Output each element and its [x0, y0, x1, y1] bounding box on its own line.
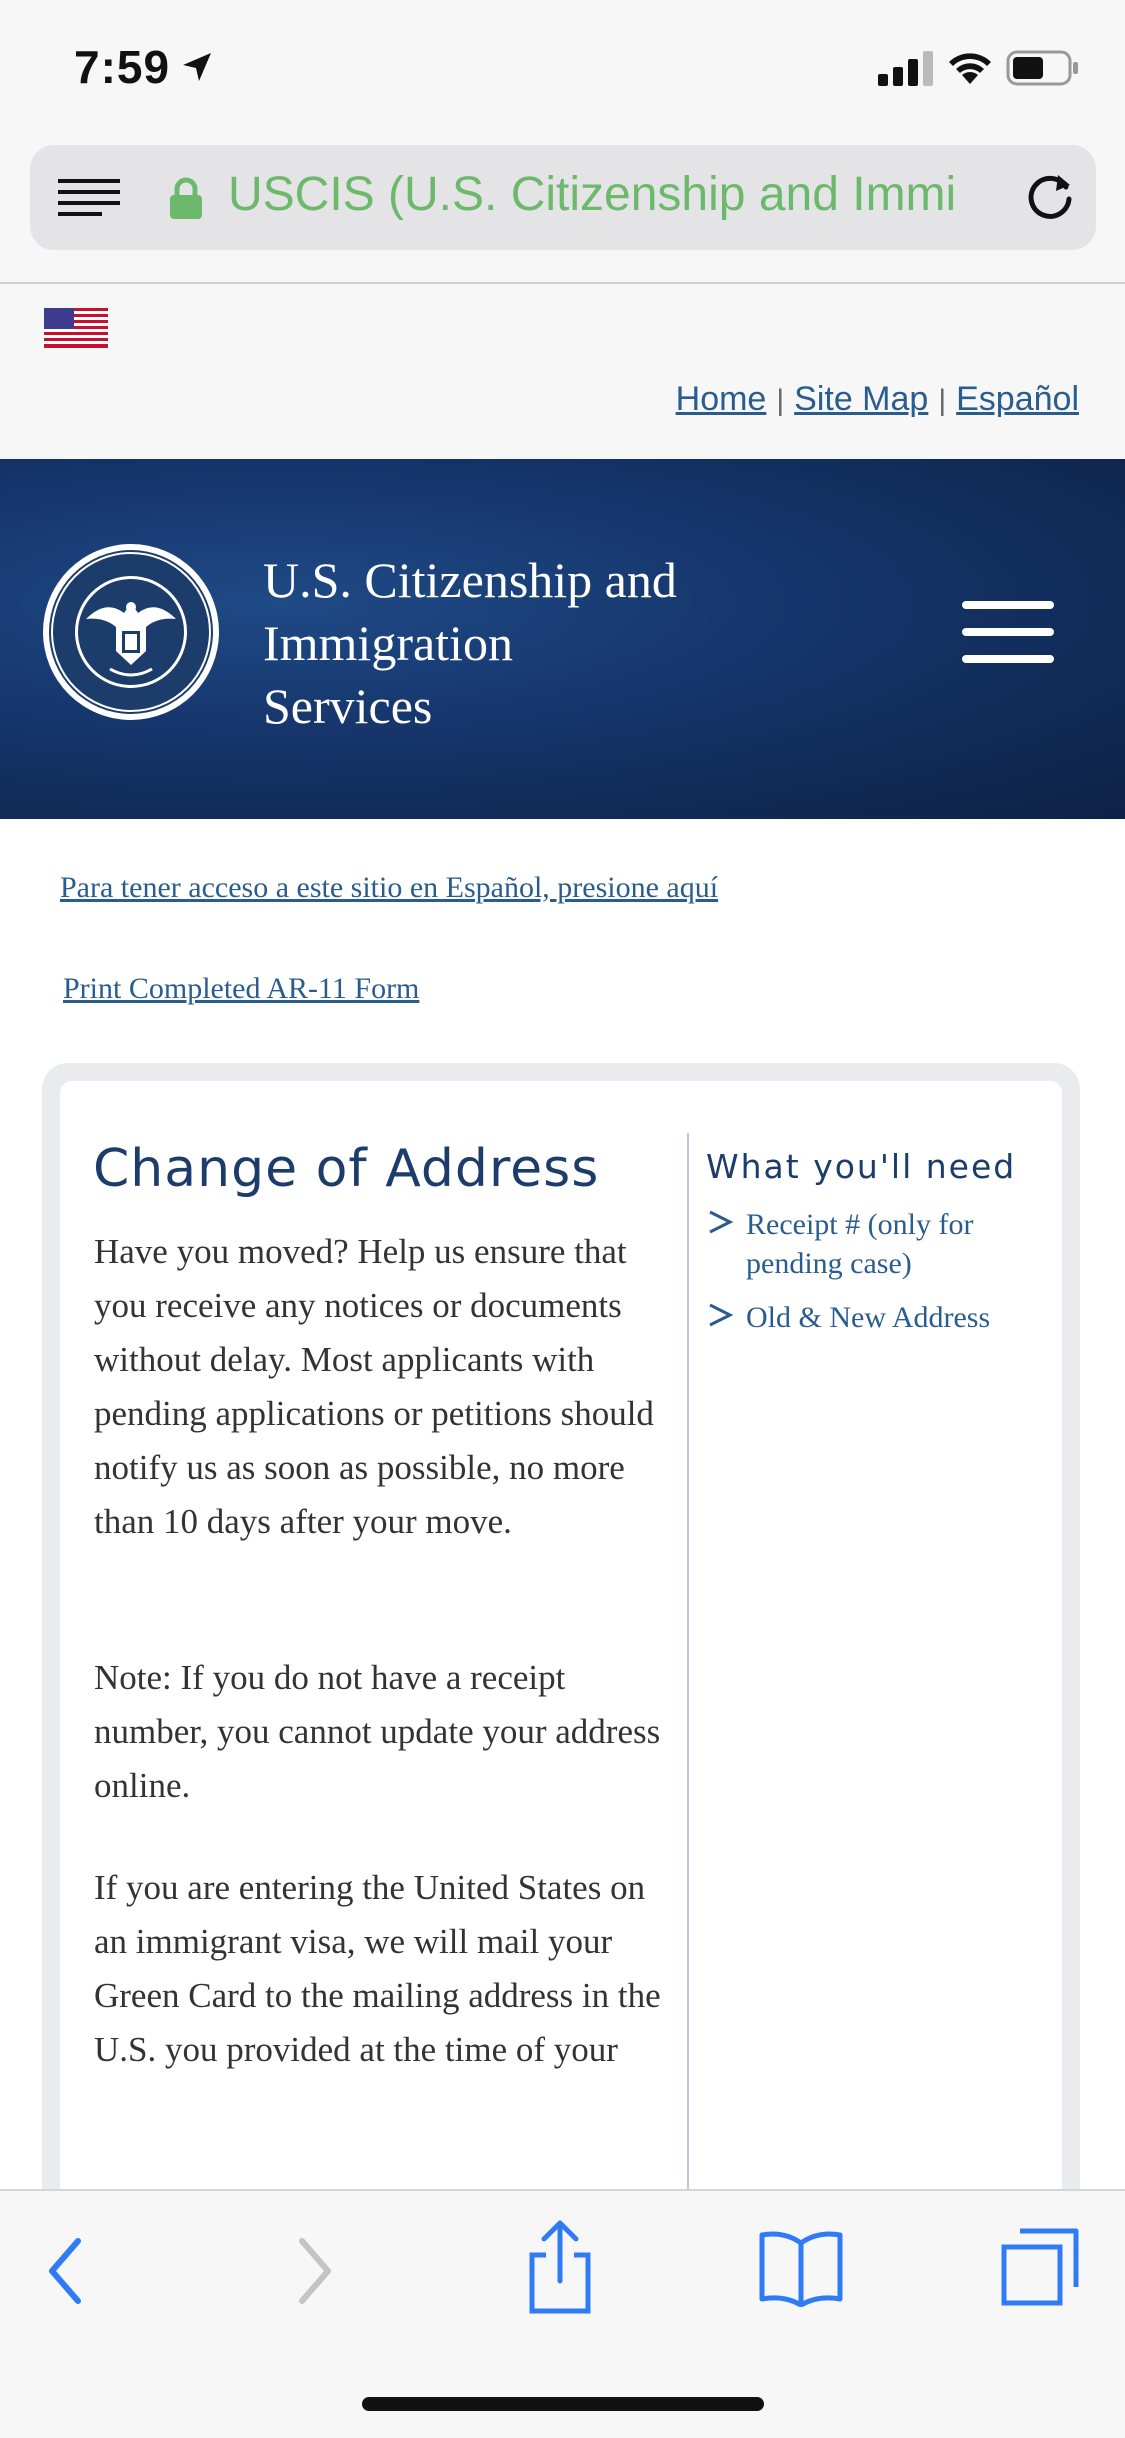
- agency-name-line: Immigration: [263, 615, 513, 671]
- agency-name[interactable]: [263, 549, 743, 738]
- page-title-url[interactable]: USCIS (U.S. Citizenship and Immi: [228, 168, 957, 221]
- main-content: [0, 819, 1125, 2189]
- status-time: 7:59: [74, 41, 171, 93]
- card-body: [60, 1081, 1062, 2281]
- location-arrow-icon: [180, 50, 214, 84]
- bookmarks-icon[interactable]: [756, 2227, 846, 2307]
- note-paragraph: Note: If you do not have a receipt number, you cannot update your address online.: [94, 1658, 661, 1805]
- list-item: [706, 1205, 1036, 1283]
- spanish-site-link[interactable]: Para tener acceso a este sitio en Español, presione aquí: [60, 871, 719, 904]
- dhs-seal-logo[interactable]: [40, 541, 222, 723]
- print-ar11-link[interactable]: Print Completed AR-11 Form: [63, 972, 420, 1005]
- site-header: [0, 459, 1125, 819]
- home-link[interactable]: Home: [675, 380, 767, 418]
- cellular-signal-icon: [878, 50, 936, 86]
- home-indicator[interactable]: [362, 2397, 764, 2411]
- back-icon[interactable]: [40, 2231, 90, 2311]
- separator: |: [776, 384, 785, 417]
- address-bar[interactable]: [30, 145, 1096, 250]
- list-item: [706, 1298, 1036, 1337]
- agency-name-line: U.S. Citizenship and: [263, 552, 677, 608]
- column-divider: [687, 1133, 689, 2333]
- sitemap-link[interactable]: Site Map: [794, 380, 929, 418]
- chevron-right-icon: [706, 1301, 734, 1329]
- card-title: Change of Address: [93, 1139, 600, 1199]
- reload-icon[interactable]: [1020, 167, 1080, 227]
- agency-name-line: Services: [263, 678, 433, 734]
- utility-links: [676, 380, 1079, 419]
- reader-menu-icon[interactable]: [58, 175, 122, 221]
- chevron-right-icon: [706, 1208, 734, 1236]
- need-title: What you'll need: [706, 1147, 1017, 1186]
- us-flag-icon[interactable]: [44, 308, 108, 348]
- need-item-label: Old & New Address: [746, 1301, 991, 1334]
- main-menu-icon[interactable]: [962, 599, 1054, 665]
- espanol-link[interactable]: Español: [956, 380, 1079, 418]
- share-icon[interactable]: [520, 2219, 600, 2319]
- visa-paragraph: If you are entering the United States on an immigrant visa, we will mail your Green Card to the mailing address in the U.S. you provided at the time of your: [94, 1868, 661, 2069]
- lock-icon: [168, 177, 204, 221]
- forward-icon[interactable]: [290, 2231, 340, 2311]
- browser-divider: [0, 282, 1125, 284]
- separator: |: [938, 384, 947, 417]
- need-list: [706, 1205, 1036, 1352]
- tabs-icon[interactable]: [998, 2225, 1082, 2309]
- battery-icon: [1006, 50, 1080, 86]
- intro-paragraph: Have you moved? Help us ensure that you receive any notices or documents without delay. Most applicants with pending applications or petitions should notify us as soon as possible, no more than 10 days after your move.: [94, 1232, 654, 1541]
- need-item-label: Receipt # (only for pending case): [746, 1208, 974, 1280]
- status-bar: [0, 0, 1125, 140]
- change-of-address-card: [42, 1063, 1080, 2263]
- wifi-icon: [946, 48, 994, 86]
